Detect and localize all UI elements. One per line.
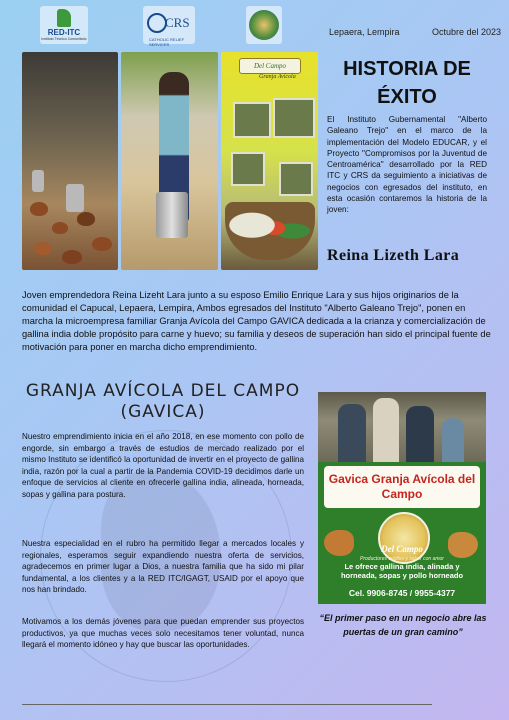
header-date: Octubre del 2023: [432, 27, 502, 37]
crs-logo-subtext: CATHOLIC RELIEF SERVICES: [149, 37, 185, 47]
banner-phone: Cel. 9906-8745 / 9955-4377: [348, 588, 456, 598]
hen-icon: [448, 532, 478, 558]
story-paragraph-1: Nuestro emprendimiento inicia en el año 2018, en ese momento con pollo de engorde, sin embargo a través de estudios de mercado realizado por el mismo Instituto se identificó la oportunidad de invertir en el proyecto de gallina india, razón por la cual a partir de la Pandemia COVID-19 decidimos darle un enfoque de servicios al cliente en ofrecerle gallina india, alineada, horneada, sopas y gallina para postura.: [22, 432, 304, 499]
intro-paragraph: El Instituto Gubernamental "Alberto Galeano Trejo" en el marco de la implementación del Modelo EDUCAR, y el Proyecto "Compromisos por la Juventud de Centroamérica" desarrollado por la RED ITC y CRS da seguimiento a iniciativas de negocios con egresados del instituto, en esta ocasión contaremos la historia de la joven:: [327, 115, 487, 215]
crs-logo: [143, 6, 195, 47]
red-itc-logo-text: RED-ITC: [47, 28, 81, 37]
red-itc-mark-icon: [57, 9, 71, 27]
banner-offer: Le ofrece gallina india, alinada y horneada, sopas y pollo horneado: [340, 562, 464, 580]
header-location: Lepaera, Lempira: [329, 27, 400, 37]
crs-logo-text: CRS: [165, 15, 190, 30]
red-itc-logo-subtext: Instituto Técnico Comunitario: [41, 37, 87, 41]
closing-quote: “El primer paso en un negocio abre las puertas de un gran camino”: [319, 613, 487, 637]
crs-circle-icon: [147, 13, 167, 33]
bio-paragraph: Joven emprendedora Reina Lizeht Lara junto a su esposo Emilio Enrique Lara y sus hijos originarios de la comunidad el Capucal, Lepaera, Lempira, Ambos egresados del Instituto "Alberto Galeano Trejo", ponen en marcha la microempresa familiar Granja Avícola del Campo GAVICA dedicada a la crianza y comercialización de gallina india doble propósito para carne y huevo; su familia y deseos de superación han sido el principal fuente de motivación para poner en marcha dicho emprendimiento.: [22, 290, 491, 352]
display-sign: Del Campo: [239, 58, 301, 74]
protagonist-name: Reina Lizeth Lara: [327, 247, 460, 264]
family-photo: [318, 392, 486, 462]
banner-logo-text: Del Campo: [381, 544, 423, 554]
banner-title-box: [324, 466, 480, 508]
story-paragraph-2: Nuestra especialidad en el rubro ha permitido llegar a mercados locales y regionales, esperamos seguir expandiendo nuestra oferta de servicios, agradecemos en primer lugar a Dios, a nuestra familia que ha sido mi pilar fundamental, a los clientes y a la RED ITC/IGAGT, USAID por el apoyo que nos han brindado.: [22, 539, 304, 595]
feeder-bucket-icon: [156, 192, 188, 238]
display-sign-sub: Granja Avícola: [259, 74, 296, 80]
seal-icon: [249, 10, 279, 40]
page-title: HISTORIA DE ÉXITO: [343, 58, 471, 108]
farmer-woman-photo: [121, 52, 218, 270]
vegetable-basket: [225, 202, 315, 260]
hen-icon: [324, 530, 354, 556]
banner-slogan: Productores criollos y sabor con amor: [360, 556, 444, 562]
banner-title: Gavica Granja Avícola del Campo: [328, 472, 476, 501]
chicken-farm-photo: [22, 52, 118, 270]
business-banner: [318, 462, 486, 604]
story-paragraph-3: Motivamos a los demás jóvenes para que puedan emprender sus proyectos productivos, ya que muchas veces solo necesitamos tener voluntad, nunca llegará el momento idóneo y hay que buscar las oportunidades.: [22, 617, 304, 650]
section-subtitle: GRANJA AVÍCOLA DEL CAMPO (GAVICA): [25, 381, 301, 422]
footer-divider: [22, 704, 432, 705]
red-itc-logo: [40, 6, 88, 44]
product-display-photo: [221, 52, 318, 270]
institute-seal-logo: [246, 6, 282, 44]
